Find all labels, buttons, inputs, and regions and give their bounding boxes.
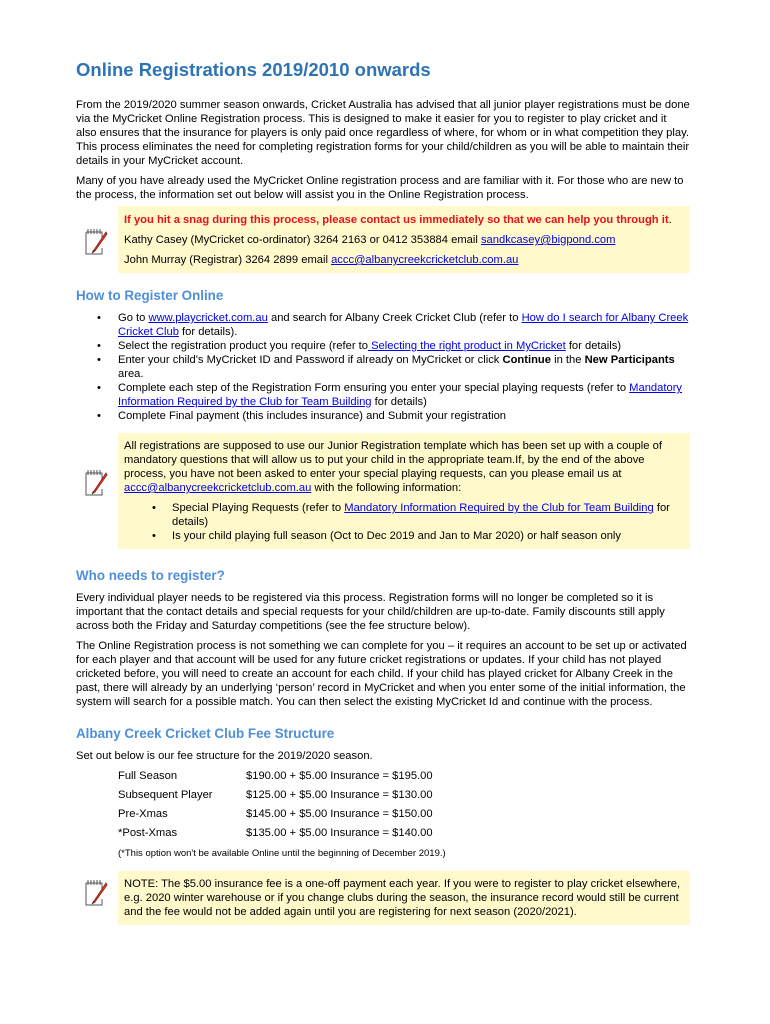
how-to-steps-list: [76, 311, 690, 423]
fee-row: Pre-Xmas $145.00 + $5.00 Insurance = $150.00: [118, 808, 433, 820]
fee-row: Subsequent Player $125.00 + $5.00 Insurance = $130.00: [118, 789, 433, 801]
contact-note: [76, 206, 690, 273]
template-note: [76, 433, 690, 549]
list-item: • Special Playing Requests (refer to Mandatory Information Required by the Club for Team Building for details): [124, 501, 682, 529]
template-note-box: [118, 433, 690, 549]
section-heading-fees: Albany Creek Cricket Club Fee Structure: [76, 726, 335, 741]
section-heading-who: Who needs to register?: [76, 568, 225, 583]
mandatory-info-link-2[interactable]: Mandatory Information Required by the Club for Team Building: [344, 502, 654, 514]
fee-row: Full Season $190.00 + $5.00 Insurance = $195.00: [118, 770, 433, 782]
pencil-notepad-icon: [84, 877, 110, 907]
insurance-note-text: NOTE: The $5.00 insurance fee is a one-off payment each year. If you were to register to play cricket elsewhere, e.g. 2020 winter warehouse or if you change clubs during the season, the insurance record would still be current and the fee would not be added again until you are registering for next season (2020/2021).: [124, 878, 681, 918]
insurance-note-box: [118, 871, 690, 925]
contact-john: John Murray (Registrar) 3264 2899 email accc@albanycreekcricketclub.com.au: [124, 254, 519, 266]
fees-intro: Set out below is our fee structure for the 2019/2020 season.: [76, 750, 373, 762]
pencil-notepad-icon: [84, 226, 110, 256]
intro-paragraph-2: Many of you have already used the MyCricket Online registration process and are familiar with it. For those who are new to the process, the information set out below will assist you in the Online Registration process.: [76, 175, 684, 201]
insurance-note: [76, 871, 690, 925]
contact-kathy: Kathy Casey (MyCricket co-ordinator) 3264 2163 or 0412 353884 email sandkcasey@bigpond.com: [124, 234, 616, 246]
list-item: • Select the registration product you require (refer to Selecting the right product in MyCricket for details): [76, 339, 690, 353]
fee-table: [118, 767, 690, 843]
fee-footnote: (*This option won't be available Online until the beginning of December 2019.): [118, 848, 446, 859]
selecting-product-link[interactable]: Selecting the right product in MyCricket: [367, 340, 566, 352]
list-item: • Is your child playing full season (Oct to Dec 2019 and Jan to Mar 2020) or half season only: [124, 529, 682, 543]
template-note-list: [124, 501, 682, 543]
fee-row: *Post-Xmas $135.00 + $5.00 Insurance = $140.00: [118, 827, 433, 839]
accc-email-link[interactable]: accc@albanycreekcricketclub.com.au: [124, 482, 312, 494]
intro-paragraph-1: From the 2019/2020 summer season onwards, Cricket Australia has advised that all junior player registrations must be done via the MyCricket Online Registration process. This is designed to make it easier for you to register to play cricket and it also ensures that the insurance for players is only paid once regardless of where, for whom or in what competition they play. This process eliminates the need for completing registration forms for your child/children as you will be able to maintain their details in your MyCricket account.: [76, 99, 690, 167]
document-page: [76, 58, 690, 931]
john-email-link[interactable]: accc@albanycreekcricketclub.com.au: [331, 254, 519, 266]
list-item: • Enter your child's MyCricket ID and Password if already on MyCricket or click Continue in the New Participants area.: [76, 353, 690, 381]
page-title: Online Registrations 2019/2010 onwards: [76, 59, 431, 80]
list-item: • Complete Final payment (this includes insurance) and Submit your registration: [76, 409, 690, 423]
who-paragraph-1: Every individual player needs to be registered via this process. Registration forms will no longer be completed so it is important that the contact details and special requests for your child/children are up-to-date. Family discounts still apply across both the Friday and Saturday competitions (see the fee structure below).: [76, 592, 665, 632]
list-item: • Complete each step of the Registration Form ensuring you enter your special playing requests (refer to Mandatory Information Required by the Club for Team Building for details): [76, 381, 690, 409]
mandatory-info-link[interactable]: Mandatory Information Required by the Club for Team Building: [118, 382, 683, 408]
kathy-email-link[interactable]: sandkcasey@bigpond.com: [480, 234, 616, 246]
playcricket-link[interactable]: www.playcricket.com.au: [148, 312, 268, 324]
contact-note-box: [118, 206, 690, 273]
search-club-link[interactable]: How do I search for Albany Creek Cricket Club: [118, 312, 689, 338]
who-paragraph-2: The Online Registration process is not something we can complete for you – it requires an account to be set up or activated for each player and that account will be used for any future cricket registrations or updates. If your child has not played cricketed before, you will need to create an account for each child. If your child has played cricket for Albany Creek in the past, there will already by an underlying ‘person’ record in MyCricket and when you enter some of the initial information, the system will search for a possible match. You can then select the existing MyCricket Id and continue with the process.: [76, 640, 687, 708]
template-note-text: All registrations are supposed to use our Junior Registration template which has been set up with a couple of mandatory questions that will allow us to put your child in the appropriate team.If, by the end of the above process, you have not been asked to enter your special playing requests, can you please email us at accc@albanycreekcricketclub.com.au with the following information:: [124, 440, 662, 494]
snag-alert: If you hit a snag during this process, please contact us immediately so that we can help you through it.: [124, 214, 672, 226]
list-item: • Go to www.playcricket.com.au and search for Albany Creek Cricket Club (refer to How do I search for Albany Creek Cricket Club for details).: [76, 311, 690, 339]
pencil-notepad-icon: [84, 467, 110, 497]
section-heading-how-to: How to Register Online: [76, 288, 224, 303]
